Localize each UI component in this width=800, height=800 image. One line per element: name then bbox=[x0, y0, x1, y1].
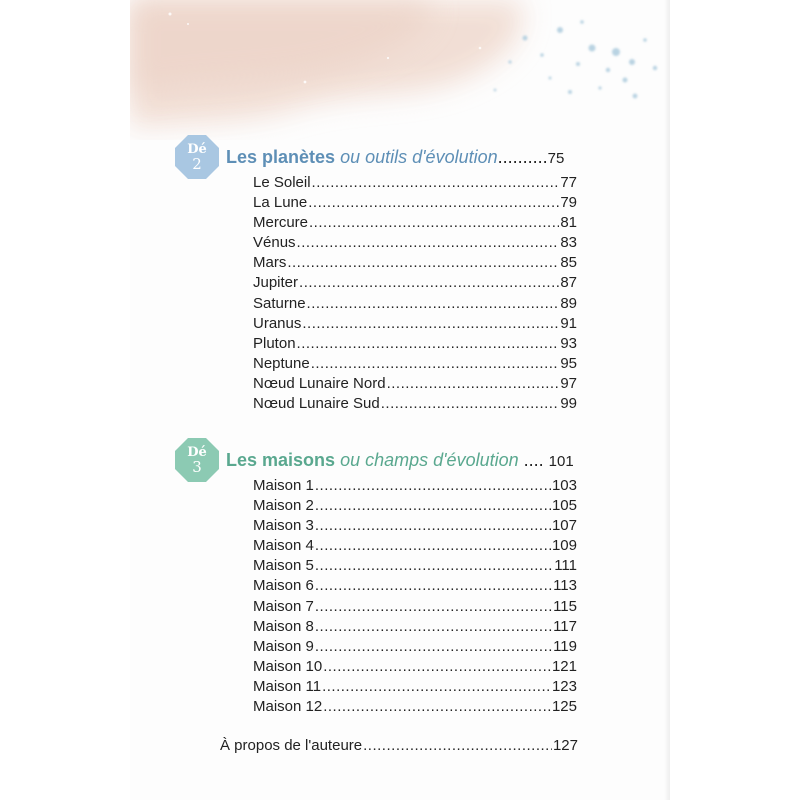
book-page bbox=[130, 0, 670, 800]
entry-label: Vénus bbox=[253, 234, 296, 252]
toc-entry[interactable] bbox=[253, 576, 577, 596]
entry-label: Maison 7 bbox=[253, 597, 314, 615]
entry-page: 87 bbox=[560, 274, 577, 292]
entry-page: 95 bbox=[560, 354, 577, 372]
entry-page: 79 bbox=[560, 194, 577, 212]
toc-list-footer bbox=[220, 736, 578, 756]
toc-list-planetes bbox=[253, 173, 577, 414]
section-page-number: 101 bbox=[548, 452, 574, 470]
toc-entry[interactable] bbox=[253, 354, 577, 374]
toc-entry[interactable] bbox=[253, 617, 577, 637]
entry-page: 93 bbox=[560, 334, 577, 352]
title-leader: .... bbox=[523, 449, 544, 470]
entry-page: 123 bbox=[551, 677, 577, 695]
entry-label: Jupiter bbox=[253, 274, 299, 292]
entry-page: 115 bbox=[553, 597, 577, 615]
entry-page: 107 bbox=[551, 517, 577, 535]
entry-page: 119 bbox=[553, 637, 577, 655]
toc-entry[interactable] bbox=[253, 213, 577, 233]
section-page-number: 75 bbox=[547, 149, 565, 167]
entry-page: 83 bbox=[560, 234, 577, 252]
entry-label: Mercure bbox=[253, 214, 309, 232]
toc-entry[interactable] bbox=[253, 516, 577, 536]
entry-label: Nœud Lunaire Nord bbox=[253, 374, 386, 392]
entry-page: 109 bbox=[551, 537, 577, 555]
entry-label: Mars bbox=[253, 254, 287, 272]
entry-page: 99 bbox=[560, 395, 577, 413]
section-title: Les maisons bbox=[226, 449, 336, 470]
toc-entry[interactable] bbox=[253, 657, 577, 677]
entry-label: Pluton bbox=[253, 334, 296, 352]
entry-page: 81 bbox=[560, 214, 577, 232]
badge-de-label: Dé bbox=[187, 142, 207, 157]
de-3-badge bbox=[174, 437, 220, 483]
section-title: Les planètes bbox=[226, 146, 336, 167]
toc-entry[interactable] bbox=[253, 536, 577, 556]
toc-entry[interactable] bbox=[253, 314, 577, 334]
entry-page: 103 bbox=[551, 477, 577, 494]
entry-page: 77 bbox=[560, 174, 577, 191]
watercolor-header bbox=[130, 0, 670, 140]
entry-label: Maison 6 bbox=[253, 577, 314, 595]
entry-page: 97 bbox=[560, 374, 577, 392]
watercolor-splash bbox=[130, 0, 670, 140]
entry-label: Maison 1 bbox=[253, 477, 314, 494]
entry-page: 89 bbox=[560, 294, 577, 312]
toc-entry[interactable] bbox=[253, 476, 577, 496]
toc-entry[interactable] bbox=[253, 597, 577, 617]
toc-entry[interactable] bbox=[253, 374, 577, 394]
toc-entry[interactable] bbox=[253, 334, 577, 354]
toc-entry[interactable] bbox=[253, 677, 577, 697]
title-leader: .......... bbox=[497, 146, 548, 167]
entry-page: 121 bbox=[551, 657, 577, 675]
toc-entry[interactable] bbox=[253, 556, 577, 576]
entry-page: 91 bbox=[560, 314, 577, 332]
section-subtitle: ou champs d'évolution bbox=[340, 449, 519, 470]
entry-page: 111 bbox=[554, 557, 577, 575]
toc-entry[interactable] bbox=[253, 294, 577, 314]
entry-label: Neptune bbox=[253, 354, 310, 372]
entry-label: Maison 8 bbox=[253, 617, 314, 635]
toc-entry-author[interactable] bbox=[220, 736, 578, 756]
entry-label: Maison 9 bbox=[253, 637, 314, 655]
badge-number: 2 bbox=[192, 155, 202, 173]
toc-entry[interactable] bbox=[253, 637, 577, 657]
toc-entry[interactable] bbox=[253, 697, 577, 717]
entry-label: Maison 2 bbox=[253, 497, 314, 515]
toc-entry[interactable] bbox=[253, 173, 577, 193]
de-2-badge bbox=[174, 134, 220, 180]
section-subtitle: ou outils d'évolution bbox=[340, 146, 498, 167]
entry-label: Uranus bbox=[253, 314, 302, 332]
entry-label: Nœud Lunaire Sud bbox=[253, 395, 380, 413]
entry-label: La Lune bbox=[253, 194, 308, 212]
entry-label: À propos de l'auteure bbox=[220, 737, 363, 754]
entry-page: 117 bbox=[553, 617, 577, 635]
toc-list-maisons bbox=[253, 476, 577, 717]
badge-de-label: Dé bbox=[187, 445, 207, 460]
badge-number: 3 bbox=[192, 458, 202, 476]
toc-entry[interactable] bbox=[253, 253, 577, 273]
entry-page: 105 bbox=[551, 497, 577, 515]
toc-entry[interactable] bbox=[253, 496, 577, 516]
toc-entry[interactable] bbox=[253, 193, 577, 213]
entry-page: 113 bbox=[553, 577, 577, 595]
entry-page: 127 bbox=[552, 737, 578, 754]
entry-label: Le Soleil bbox=[253, 174, 311, 191]
toc-entry[interactable] bbox=[253, 273, 577, 293]
entry-label: Maison 10 bbox=[253, 657, 323, 675]
toc-entry[interactable] bbox=[253, 233, 577, 253]
entry-page: 85 bbox=[560, 254, 577, 272]
entry-label: Maison 11 bbox=[253, 677, 322, 695]
entry-label: Maison 4 bbox=[253, 537, 314, 555]
entry-label: Saturne bbox=[253, 294, 306, 312]
entry-page: 125 bbox=[551, 698, 577, 716]
entry-label: Maison 12 bbox=[253, 698, 323, 716]
entry-label: Maison 5 bbox=[253, 557, 314, 575]
toc-entry[interactable] bbox=[253, 394, 577, 414]
entry-label: Maison 3 bbox=[253, 517, 314, 535]
